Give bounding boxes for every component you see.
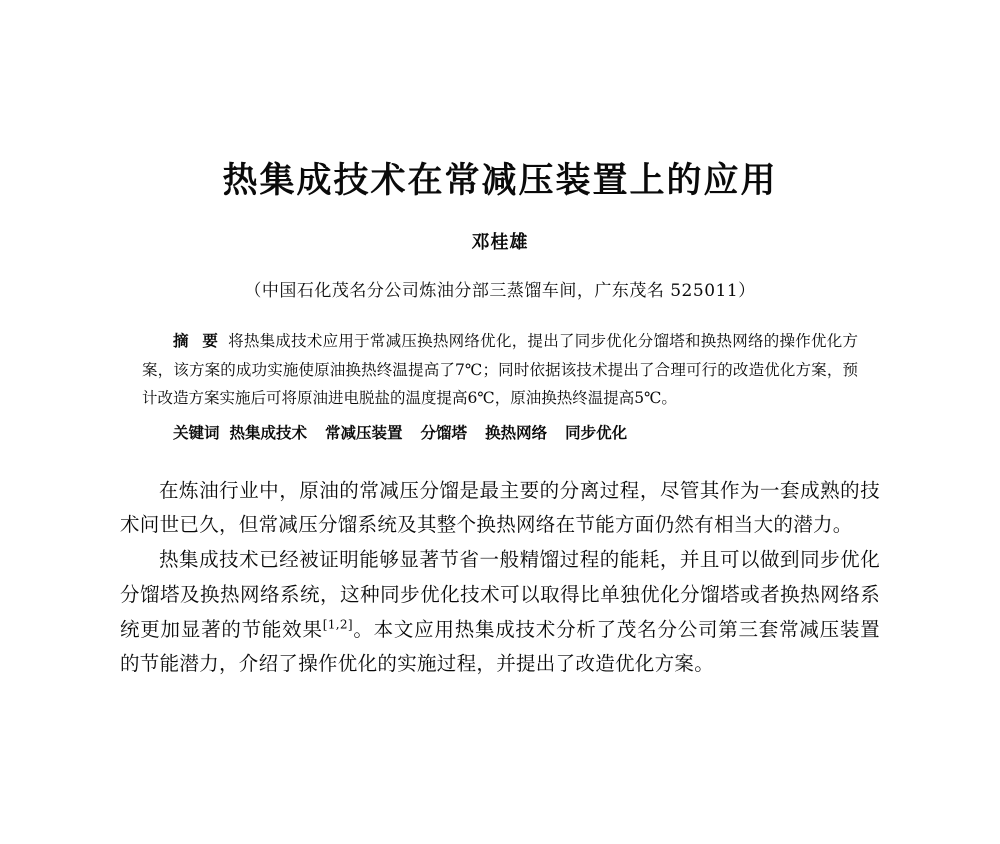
abstract-label: 摘 要 [173,331,223,350]
abstract-text: 将热集成技术应用于常减压换热网络优化，提出了同步优化分馏塔和换热网络的操作优化方案，该方案的成功实施使原油换热终温提高了7℃；同时依据该技术提出了合理可行的改造优化方案，预计改造方案实施后可将原油进电脱盐的温度提高6℃，原油换热终温提高5℃。 [142,332,858,408]
keyword-item: 常减压装置 [325,423,403,443]
keyword-item: 分馏塔 [420,423,468,443]
body-text [120,474,880,682]
keyword-item: 热集成技术 [229,423,308,443]
page-title: 热集成技术在常减压装置上的应用 [222,160,778,201]
body-paragraph: 在炼油行业中，原油的常减压分馏是最主要的分离过程，尽管其作为一套成熟的技术问世已久，但常减压分馏系统及其整个换热网络在节能方面仍然有相当大的潜力。 [120,478,880,537]
abstract-paragraph [142,327,858,413]
citation-marker: [1,2] [322,617,353,631]
paper-page [0,160,1000,844]
author-name: 邓桂雄 [471,232,529,253]
keyword-item: 同步优化 [565,423,628,443]
keywords-line [142,419,858,448]
keyword-item: 换热网络 [485,423,548,443]
keywords-label: 关键词 [173,423,220,443]
body-paragraph: 热集成技术已经被证明能够显著节省一般精馏过程的能耗，并且可以做到同步优化分馏塔及换热网络系统，这种同步优化技术可以取得比单独优化分馏塔或者换热网络系统更加显著的节能效果[1,2]。本文应用热集成技术分析了茂名分公司第三套常减压装置的节能潜力，介绍了操作优化的实施过程，并提出了改造优化方案。 [120,548,880,676]
author-affiliation: （中国石化茂名分公司炼油分部三蒸馏车间，广东茂名 525011） [244,281,756,301]
abstract-block [120,327,880,448]
